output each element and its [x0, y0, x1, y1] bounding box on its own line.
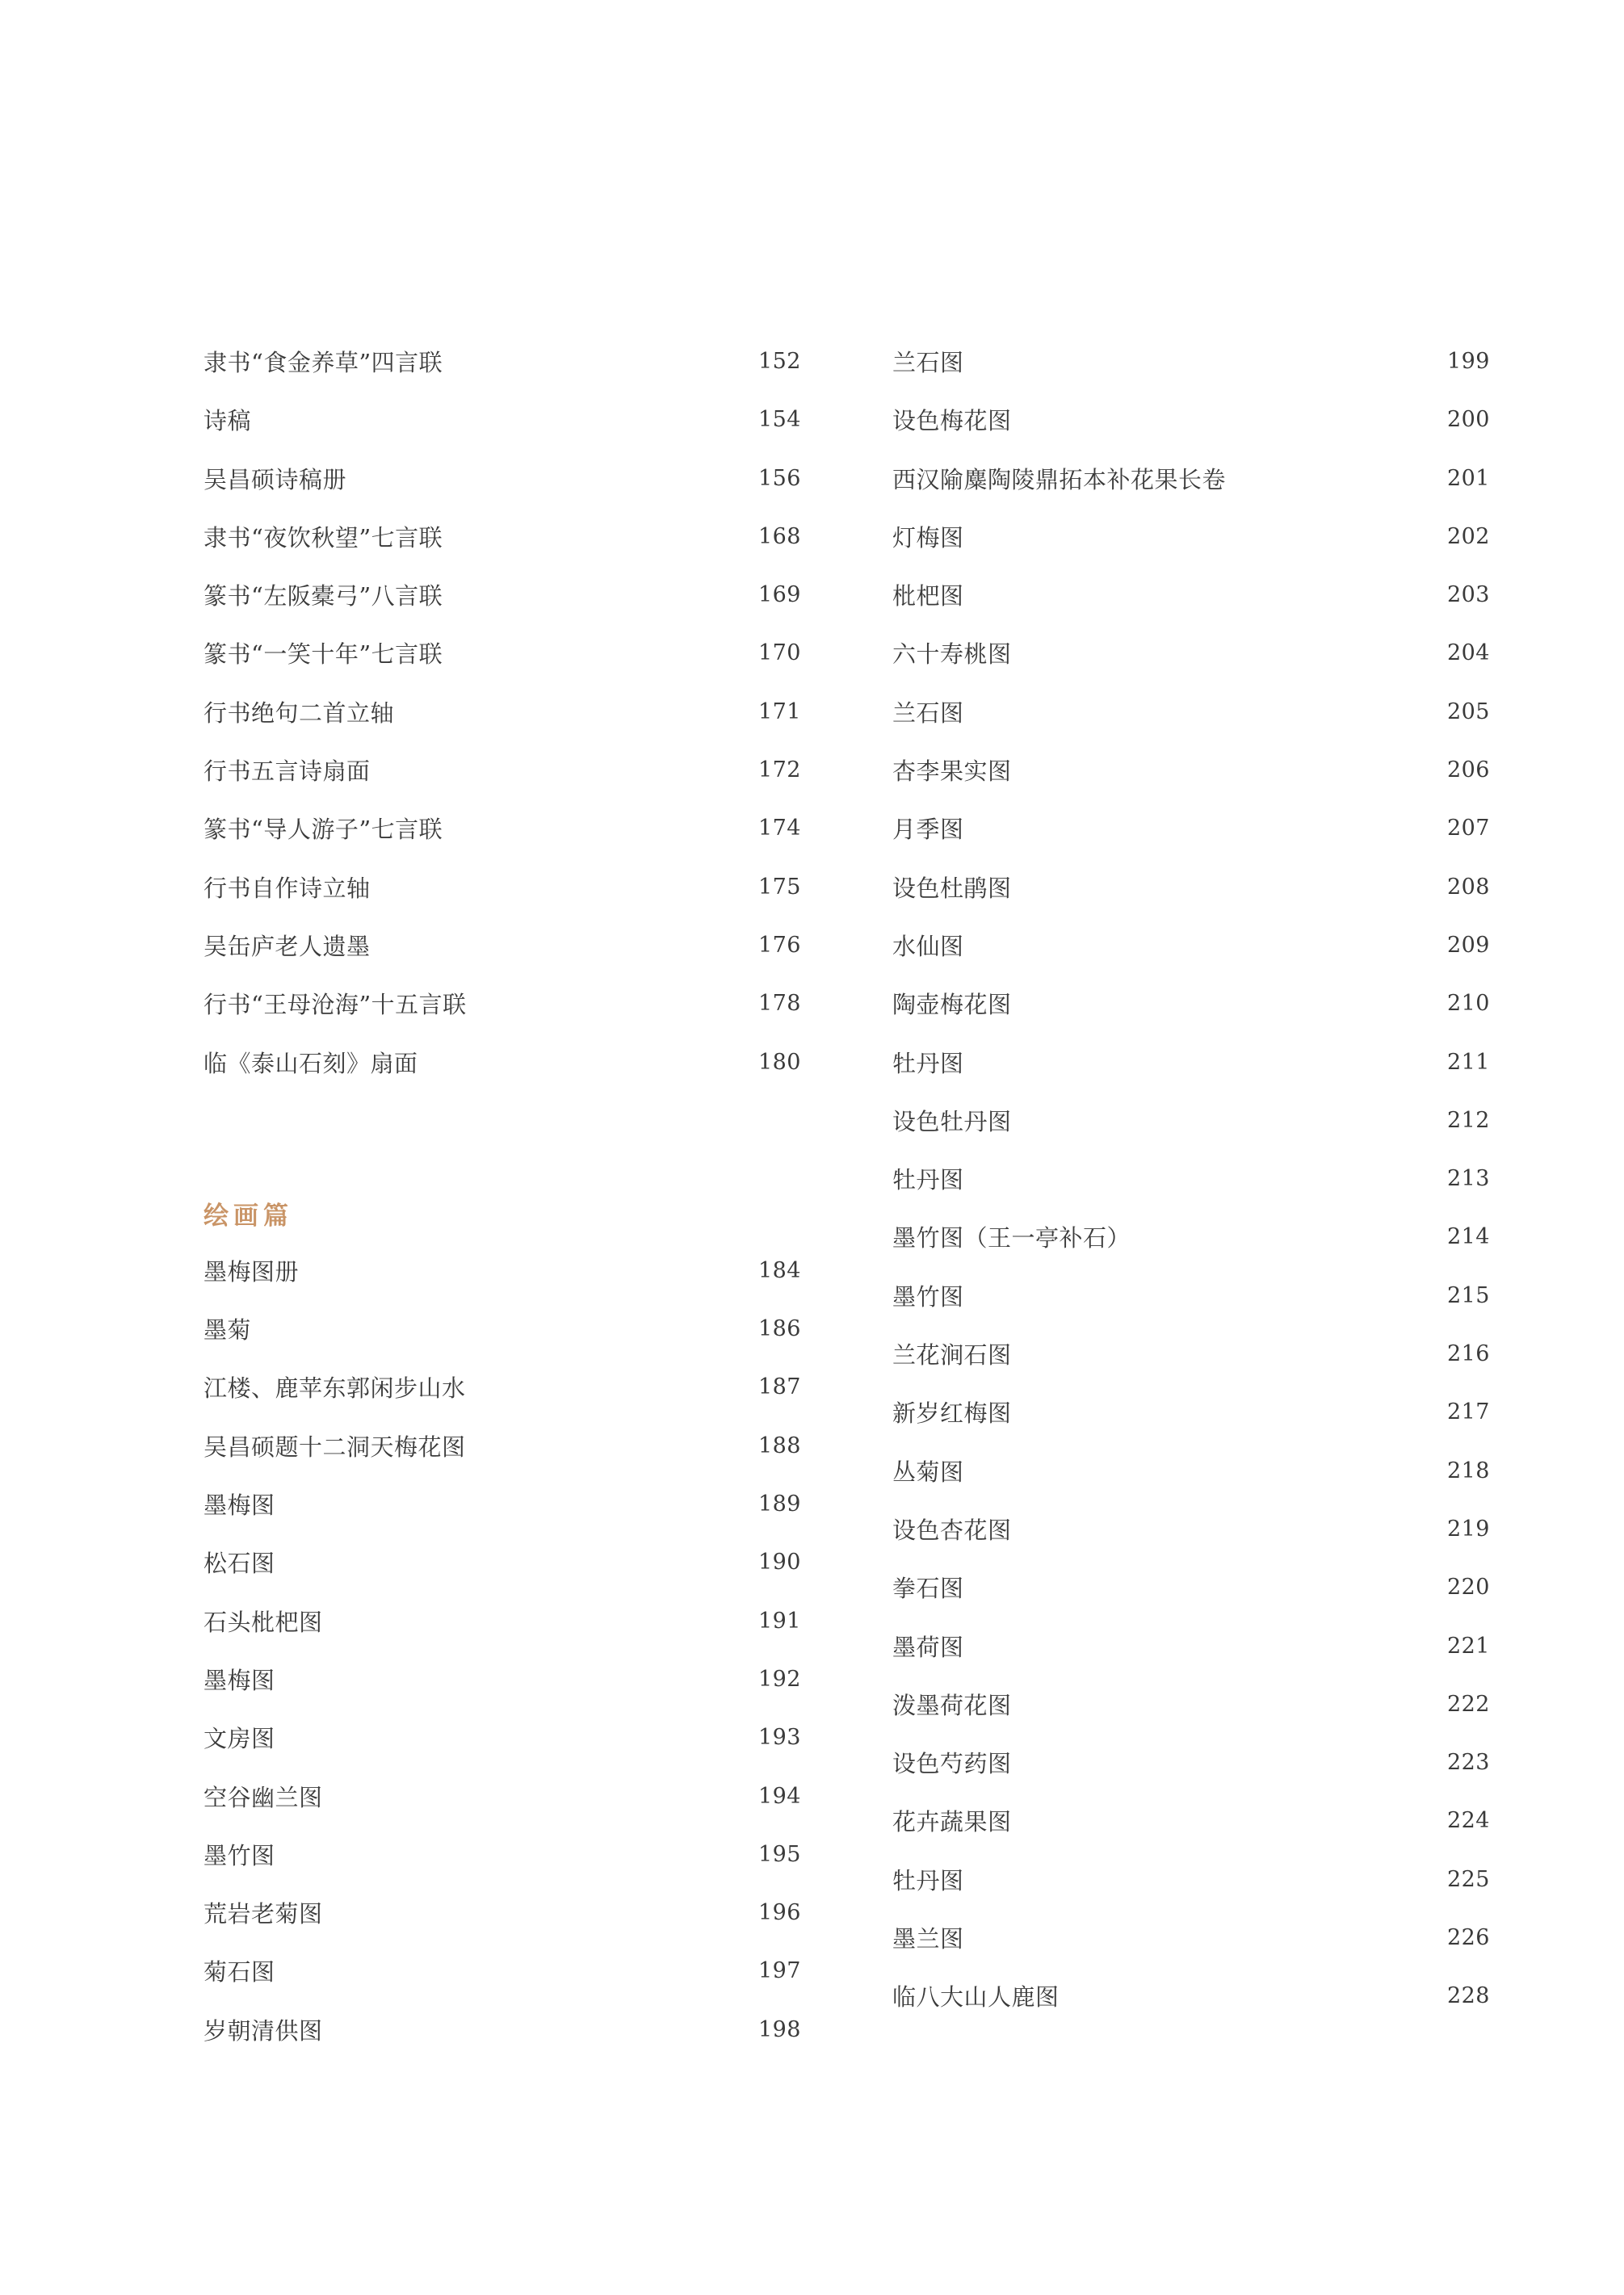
toc-entry-page-number: 176 [757, 932, 801, 958]
toc-entry [892, 1166, 1492, 1224]
toc-entry-page-number: 190 [757, 1550, 801, 1575]
toc-entry-page-number: 188 [757, 1433, 801, 1458]
toc-entry [892, 1341, 1492, 1399]
toc-entry-title: 石头枇杷图 [204, 1608, 323, 1636]
toc-entry-page-number: 222 [1446, 1691, 1490, 1717]
toc-entry [204, 1609, 803, 1667]
toc-entry-title: 墨竹图（王一亭补石） [892, 1224, 1131, 1252]
toc-entry-title: 篆书“一笑十年”七言联 [204, 640, 443, 669]
toc-entry-page-number: 175 [757, 874, 801, 900]
toc-entry-title: 篆书“左阪橐弓”八言联 [204, 582, 443, 610]
toc-entry-page-number: 209 [1446, 932, 1490, 958]
toc-entry-page-number: 178 [757, 991, 801, 1017]
toc-entry-page-number: 210 [1446, 991, 1490, 1017]
toc-entry [204, 1725, 803, 1783]
toc-entry-title: 菊石图 [204, 1958, 275, 1987]
toc-entry [892, 640, 1492, 699]
toc-entry [204, 1492, 803, 1550]
toc-entry [204, 466, 803, 524]
toc-entry [204, 699, 803, 757]
toc-entry-page-number: 196 [757, 1900, 801, 1926]
calligraphy-entries-list [204, 349, 803, 1108]
toc-entry [204, 816, 803, 874]
toc-entry-title: 设色梅花图 [892, 407, 1012, 435]
toc-entry-title: 吴昌硕题十二洞天梅花图 [204, 1433, 466, 1461]
toc-entry-page-number: 197 [757, 1958, 801, 1984]
toc-entry-page-number: 198 [757, 2016, 801, 2042]
toc-entry-title: 灯梅图 [892, 523, 964, 552]
toc-entry-title: 江楼、鹿苹东郭闲步山水 [204, 1374, 466, 1403]
toc-entry [204, 524, 803, 582]
toc-entry [892, 582, 1492, 640]
toc-entry [204, 991, 803, 1049]
toc-entry-page-number: 199 [1446, 349, 1490, 374]
toc-entry-page-number: 225 [1446, 1866, 1490, 1892]
toc-entry [204, 1842, 803, 1900]
toc-entry-page-number: 217 [1446, 1399, 1490, 1425]
toc-entry [892, 757, 1492, 816]
toc-entry [892, 1750, 1492, 1808]
toc-entry [892, 1399, 1492, 1458]
toc-entry-page-number: 215 [1446, 1282, 1490, 1308]
toc-entry-title: 行书“王母沧海”十五言联 [204, 991, 467, 1019]
toc-entry-page-number: 192 [757, 1666, 801, 1692]
toc-entry-page-number: 211 [1446, 1049, 1490, 1075]
toc-entry-title: 临《泰山石刻》扇面 [204, 1049, 418, 1077]
toc-entry-page-number: 206 [1446, 757, 1490, 783]
toc-entry-title: 牡丹图 [892, 1866, 964, 1894]
toc-entry-page-number: 214 [1446, 1224, 1490, 1250]
toc-entry-page-number: 220 [1446, 1575, 1490, 1601]
toc-entry [892, 1575, 1492, 1633]
toc-entry [892, 1283, 1492, 1341]
toc-entry-page-number: 170 [757, 640, 801, 666]
toc-entry [204, 1784, 803, 1842]
toc-entry-page-number: 221 [1446, 1633, 1490, 1659]
toc-entry-title: 隶书“食金养草”四言联 [204, 349, 443, 376]
toc-entry [204, 1316, 803, 1374]
toc-entry [204, 349, 803, 407]
toc-entry [204, 1050, 803, 1108]
toc-entry-title: 墨梅图册 [204, 1257, 300, 1286]
toc-entry-page-number: 195 [757, 1841, 801, 1867]
toc-entry-page-number: 194 [757, 1783, 801, 1809]
toc-entry-title: 花卉蔬果图 [892, 1808, 1012, 1836]
toc-entry-title: 吴缶庐老人遗墨 [204, 932, 371, 960]
toc-entry [892, 1983, 1492, 2041]
toc-entry-title: 设色芍药图 [892, 1750, 1012, 1778]
toc-entry [892, 933, 1492, 991]
toc-entry-title: 墨竹图 [892, 1282, 964, 1311]
toc-entry [204, 757, 803, 816]
toc-entry-title: 丛菊图 [892, 1458, 964, 1486]
toc-entry [892, 991, 1492, 1049]
toc-entry-page-number: 152 [757, 349, 801, 374]
toc-entry-title: 枇杷图 [892, 582, 964, 610]
toc-entry-title: 篆书“导人游子”七言联 [204, 816, 443, 844]
toc-entry-title: 兰石图 [892, 349, 964, 376]
painting-entries-list-continued [892, 349, 1492, 2042]
toc-entry [204, 582, 803, 640]
toc-entry-page-number: 218 [1446, 1458, 1490, 1483]
toc-entry-title: 墨兰图 [892, 1925, 964, 1953]
toc-entry-page-number: 203 [1446, 582, 1490, 608]
left-column [204, 349, 803, 2075]
toc-entry-page-number: 212 [1446, 1107, 1490, 1133]
toc-entry-title: 兰花涧石图 [892, 1341, 1012, 1370]
toc-entry [204, 1900, 803, 1958]
toc-entry [892, 1867, 1492, 1925]
toc-entry-page-number: 216 [1446, 1341, 1490, 1367]
toc-entry [892, 1458, 1492, 1517]
toc-entry-page-number: 219 [1446, 1516, 1490, 1542]
toc-entry-page-number: 205 [1446, 699, 1490, 724]
toc-entry-page-number: 201 [1446, 465, 1490, 491]
toc-entry-page-number: 169 [757, 582, 801, 608]
toc-entry-page-number: 193 [757, 1725, 801, 1751]
toc-entry [892, 1517, 1492, 1575]
toc-entry-title: 墨竹图 [204, 1841, 275, 1869]
toc-entry-title: 诗稿 [204, 407, 252, 435]
toc-entry-page-number: 156 [757, 465, 801, 491]
toc-entry-title: 墨菊 [204, 1316, 252, 1345]
toc-entry-page-number: 189 [757, 1492, 801, 1517]
toc-entry [892, 816, 1492, 874]
toc-entry-title: 水仙图 [892, 932, 964, 960]
toc-entry-page-number: 226 [1446, 1925, 1490, 1951]
toc-entry [892, 466, 1492, 524]
toc-entry [892, 407, 1492, 465]
toc-entry [892, 875, 1492, 933]
toc-entry-title: 墨荷图 [892, 1633, 964, 1661]
toc-entry-title: 拳石图 [892, 1575, 964, 1603]
toc-entry-title: 隶书“夜饮秋望”七言联 [204, 523, 443, 552]
toc-entry-title: 杏李果实图 [892, 757, 1012, 786]
painting-entries-list [204, 1258, 803, 2075]
toc-entry [204, 1958, 803, 2016]
toc-entry [892, 699, 1492, 757]
toc-entry-page-number: 228 [1446, 1983, 1490, 2009]
toc-entry [204, 1374, 803, 1433]
toc-entry-page-number: 174 [757, 816, 801, 841]
toc-entry-title: 设色牡丹图 [892, 1107, 1012, 1135]
toc-entry-title: 空谷幽兰图 [204, 1783, 323, 1811]
toc-entry [204, 1667, 803, 1725]
toc-entry-title: 新岁红梅图 [892, 1399, 1012, 1428]
toc-entry-page-number: 200 [1446, 407, 1490, 433]
toc-entry [892, 1925, 1492, 1983]
toc-entry-title: 月季图 [892, 816, 964, 844]
toc-entry-title: 荒岩老菊图 [204, 1900, 323, 1928]
toc-entry-page-number: 186 [757, 1316, 801, 1342]
toc-entry-title: 行书绝句二首立轴 [204, 699, 395, 727]
toc-entry-title: 设色杜鹃图 [892, 874, 1012, 902]
toc-entry-page-number: 208 [1446, 874, 1490, 900]
toc-entry-title: 西汉隃麋陶陵鼎拓本补花果长卷 [892, 465, 1227, 493]
toc-entry-page-number: 168 [757, 523, 801, 549]
section-heading-painting: 绘画篇 [204, 1201, 293, 1231]
toc-entry-title: 牡丹图 [892, 1166, 964, 1194]
toc-entry-title: 行书自作诗立轴 [204, 874, 371, 902]
toc-entry-page-number: 187 [757, 1374, 801, 1400]
toc-entry-page-number: 213 [1446, 1166, 1490, 1192]
toc-entry [204, 1258, 803, 1316]
toc-entry-page-number: 180 [757, 1049, 801, 1075]
toc-entry-page-number: 202 [1446, 523, 1490, 549]
toc-entry-title: 行书五言诗扇面 [204, 757, 371, 786]
toc-entry [204, 875, 803, 933]
toc-entry-page-number: 184 [757, 1257, 801, 1283]
toc-entry [892, 1224, 1492, 1282]
toc-entry-page-number: 224 [1446, 1808, 1490, 1834]
toc-entry-title: 岁朝清供图 [204, 2016, 323, 2045]
toc-entry [892, 1692, 1492, 1750]
right-column [892, 349, 1492, 2042]
toc-entry-title: 六十寿桃图 [892, 640, 1012, 669]
section-spacer [204, 1108, 803, 1202]
toc-entry-title: 松石图 [204, 1550, 275, 1578]
toc-entry [892, 1808, 1492, 1866]
toc-entry-title: 临八大山人鹿图 [892, 1983, 1060, 2012]
toc-entry-title: 泼墨荷花图 [892, 1691, 1012, 1719]
toc-entry-title: 兰石图 [892, 699, 964, 727]
toc-entry [204, 1550, 803, 1608]
toc-entry [892, 1108, 1492, 1166]
toc-entry-title: 吴昌硕诗稿册 [204, 465, 347, 493]
toc-entry-page-number: 171 [757, 699, 801, 724]
toc-entry-title: 陶壶梅花图 [892, 991, 1012, 1019]
toc-entry-title: 牡丹图 [892, 1049, 964, 1077]
toc-entry-page-number: 154 [757, 407, 801, 433]
toc-entry-page-number: 191 [757, 1608, 801, 1634]
toc-entry-page-number: 207 [1446, 816, 1490, 841]
toc-entry-title: 设色杏花图 [892, 1516, 1012, 1544]
toc-entry-title: 墨梅图 [204, 1666, 275, 1694]
toc-entry [204, 407, 803, 465]
toc-entry-page-number: 223 [1446, 1750, 1490, 1776]
toc-entry [204, 1433, 803, 1492]
toc-entry [204, 933, 803, 991]
toc-entry [892, 524, 1492, 582]
toc-entry [892, 1634, 1492, 1692]
toc-entry-title: 文房图 [204, 1725, 275, 1753]
toc-entry-title: 墨梅图 [204, 1492, 275, 1520]
toc-entry [892, 1050, 1492, 1108]
toc-entry-page-number: 172 [757, 757, 801, 783]
toc-entry [892, 349, 1492, 407]
toc-entry [204, 640, 803, 699]
toc-entry [204, 2017, 803, 2075]
toc-entry-page-number: 204 [1446, 640, 1490, 666]
